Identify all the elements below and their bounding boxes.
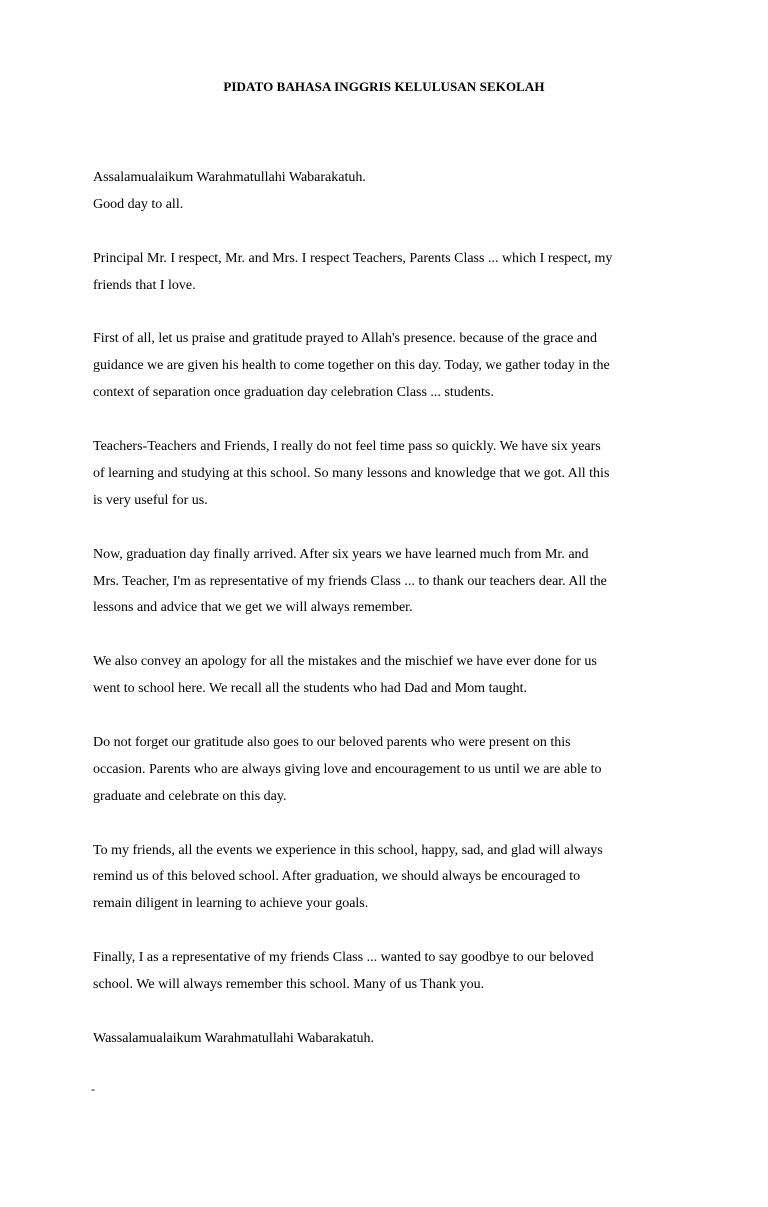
paragraph bbox=[93, 434, 683, 515]
paragraph bbox=[93, 246, 683, 300]
text-line: occasion. Parents who are always giving love and encouragement to us until we are able to bbox=[93, 761, 602, 777]
text-line: Principal Mr. I respect, Mr. and Mrs. I respect Teachers, Parents Class ... which I respect, my bbox=[93, 250, 613, 266]
trailing-mark: - bbox=[91, 1082, 95, 1096]
paragraph bbox=[93, 326, 683, 407]
paragraph bbox=[93, 649, 683, 703]
text-line: friends that I love. bbox=[93, 277, 196, 293]
text-line: went to school here. We recall all the students who had Dad and Mom taught. bbox=[93, 681, 528, 697]
text-line: Do not forget our gratitude also goes to our beloved parents who were present on this bbox=[93, 734, 571, 750]
paragraph bbox=[93, 542, 683, 623]
text-line: We also convey an apology for all the mistakes and the mischief we have ever done for us bbox=[93, 654, 597, 670]
text-line: school. We will always remember this school. Many of us Thank you. bbox=[93, 977, 485, 993]
document-body bbox=[93, 165, 683, 1053]
text-line: of learning and studying at this school. So many lessons and knowledge that we got. All this bbox=[93, 465, 610, 481]
text-line: First of all, let us praise and gratitude prayed to Allah's presence. because of the grace and bbox=[93, 331, 598, 347]
greeting bbox=[93, 165, 683, 219]
greeting-line: Assalamualaikum Warahmatullahi Wabarakatuh. bbox=[93, 170, 366, 185]
text-line: remain diligent in learning to achieve your goals. bbox=[93, 896, 369, 912]
text-line: Finally, I as a representative of my friends Class ... wanted to say goodbye to our beloved bbox=[93, 950, 594, 966]
closing bbox=[93, 1026, 683, 1053]
text-line: remind us of this beloved school. After graduation, we should always be encouraged to bbox=[93, 869, 581, 885]
text-line: guidance we are given his health to come together on this day. Today, we gather today in the bbox=[93, 358, 610, 374]
paragraph bbox=[93, 838, 683, 919]
paragraph bbox=[93, 730, 683, 811]
text-line: lessons and advice that we get we will always remember. bbox=[93, 600, 413, 616]
closing-line: Wassalamualaikum Warahmatullahi Wabarakatuh. bbox=[93, 1030, 375, 1046]
paragraph bbox=[93, 945, 683, 999]
greeting-line: Good day to all. bbox=[93, 196, 184, 212]
text-line: context of separation once graduation day celebration Class ... students. bbox=[93, 385, 494, 401]
text-line: Now, graduation day finally arrived. After six years we have learned much from Mr. and bbox=[93, 546, 589, 562]
text-line: To my friends, all the events we experience in this school, happy, sad, and glad will always bbox=[93, 842, 603, 858]
text-line: Mrs. Teacher, I'm as representative of my friends Class ... to thank our teachers dear. All the bbox=[93, 573, 607, 589]
document-title: PIDATO BAHASA INGGRIS KELULUSAN SEKOLAH bbox=[223, 79, 545, 94]
text-line: is very useful for us. bbox=[93, 492, 208, 508]
text-line: graduate and celebrate on this day. bbox=[93, 788, 287, 804]
text-line: Teachers-Teachers and Friends, I really do not feel time pass so quickly. We have six years bbox=[93, 439, 601, 455]
